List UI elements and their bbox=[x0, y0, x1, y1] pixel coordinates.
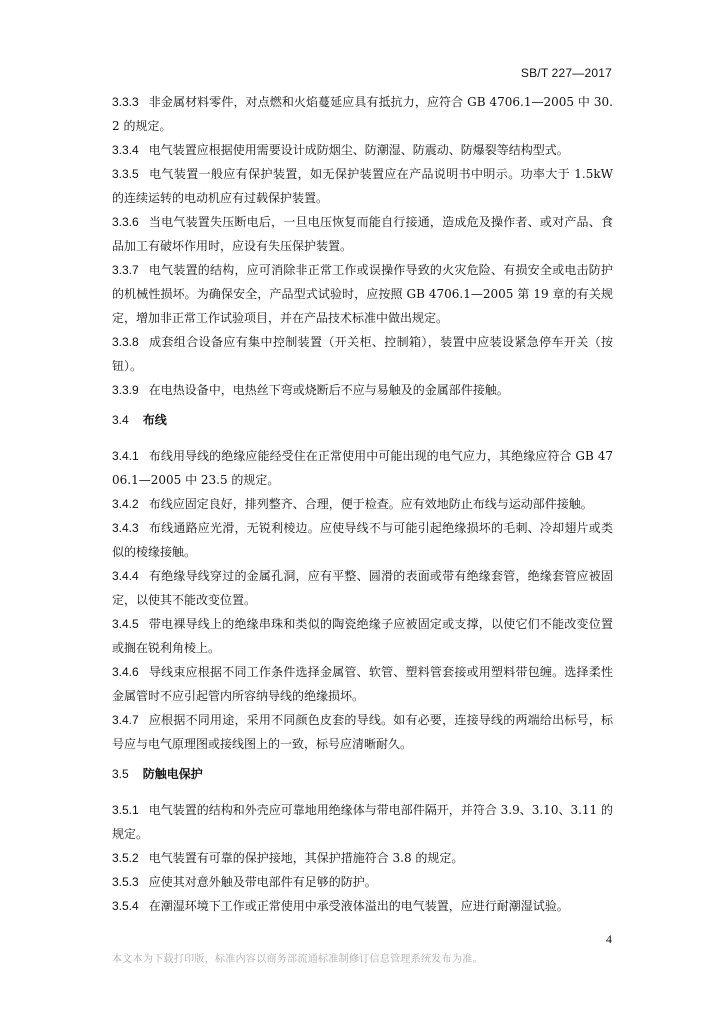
clause-text: 成套组合设备应有集中控制装置（开关柜、控制箱），装置中应装设紧急停车开关（按钮）。 bbox=[112, 335, 613, 373]
clause-text: 电气装置的结构和外壳应可靠地用绝缘体与带电部件隔开，并符合 3.9、3.10、3.11 的规定。 bbox=[112, 803, 613, 841]
clause-number: 3.3.8 bbox=[112, 335, 139, 349]
clause-3-5-4 bbox=[112, 894, 613, 918]
clause-text: 布线通路应光滑，无锐利棱边。应使导线不与可能引起绝缘损坏的毛刺、冷却翅片或类似的棱缘接触。 bbox=[112, 521, 613, 559]
clause-3-3-9 bbox=[112, 378, 613, 402]
section-number: 3.5 bbox=[112, 767, 129, 781]
clause-3-3-3 bbox=[112, 90, 613, 138]
clause-number: 3.4.7 bbox=[112, 713, 139, 727]
download-disclaimer: 本文本为下载打印版，标准内容以商务部流通标准制修订信息管理系统发布为准。 bbox=[112, 954, 483, 965]
clause-3-3-8 bbox=[112, 330, 613, 378]
clause-number: 3.5.1 bbox=[112, 803, 139, 817]
clause-text: 电气装置有可靠的保护接地，其保护措施符合 3.8 的规定。 bbox=[148, 851, 464, 865]
section-heading-3-5 bbox=[112, 762, 613, 786]
clause-3-4-6 bbox=[112, 660, 613, 708]
clause-3-4-3 bbox=[112, 516, 613, 564]
clause-text: 布线用导线的绝缘应能经受住在正常使用中可能出现的电气应力，其绝缘应符合 GB 4706.1—2005 中 23.5 的规定。 bbox=[112, 449, 613, 487]
clause-3-5-3 bbox=[112, 870, 613, 894]
clause-number: 3.3.4 bbox=[112, 143, 139, 157]
clause-3-3-7 bbox=[112, 258, 613, 330]
clause-number: 3.4.5 bbox=[112, 617, 139, 631]
section-title: 防触电保护 bbox=[142, 767, 203, 781]
clause-3-4-1 bbox=[112, 444, 613, 492]
clause-number: 3.4.4 bbox=[112, 569, 139, 583]
clause-3-4-4 bbox=[112, 564, 613, 612]
clause-3-4-7 bbox=[112, 708, 613, 756]
clause-text: 非金属材料零件，对点燃和火焰蔓延应具有抵抗力，应符合 GB 4706.1—2005 中 30.2 的规定。 bbox=[112, 95, 613, 133]
clause-number: 3.3.9 bbox=[112, 383, 139, 397]
clause-number: 3.4.1 bbox=[112, 449, 139, 463]
clause-3-3-6 bbox=[112, 210, 613, 258]
clause-number: 3.5.4 bbox=[112, 899, 139, 913]
clause-text: 有绝缘导线穿过的金属孔洞，应有平整、圆滑的表面或带有绝缘套管，绝缘套管应被固定，以使其不能改变位置。 bbox=[112, 569, 613, 607]
section-title: 布线 bbox=[142, 413, 167, 427]
clause-number: 3.4.2 bbox=[112, 497, 139, 511]
clause-text: 当电气装置失压断电后，一旦电压恢复而能自行接通，造成危及操作者、或对产品、食品加工有破坏作用时，应设有失压保护装置。 bbox=[112, 215, 613, 253]
clause-number: 3.5.3 bbox=[112, 875, 139, 889]
clause-text: 导线束应根据不同工作条件选择金属管、软管、塑料管套接或用塑料带包缠。选择柔性金属管时不应引起管内所容纳导线的绝缘损坏。 bbox=[112, 665, 613, 703]
page-number: 4 bbox=[606, 932, 612, 946]
clause-number: 3.4.6 bbox=[112, 665, 139, 679]
clause-3-3-4 bbox=[112, 138, 613, 162]
document-body bbox=[112, 90, 613, 918]
section-number: 3.4 bbox=[112, 413, 129, 427]
clause-number: 3.4.3 bbox=[112, 521, 139, 535]
clause-text: 应根据不同用途，采用不同颜色皮套的导线。如有必要，连接导线的两端给出标号，标号应与电气原理图或接线图上的一致，标号应清晰耐久。 bbox=[112, 713, 613, 751]
clause-3-5-1 bbox=[112, 798, 613, 846]
clause-text: 在潮湿环境下工作或正常使用中承受液体溢出的电气装置，应进行耐潮湿试验。 bbox=[148, 899, 569, 913]
clause-number: 3.3.7 bbox=[112, 263, 139, 277]
clause-number: 3.3.6 bbox=[112, 215, 139, 229]
clause-text: 电气装置的结构，应可消除非正常工作或误操作导致的火灾危险、有损安全或电击防护的机械性损坏。为确保安全，产品型式试验时，应按照 GB 4706.1—2005 第 19 章的有关规定，增加非正常工作试验项目，并在产品技术标准中做出规定。 bbox=[112, 263, 613, 325]
clause-text: 带电裸导线上的绝缘串珠和类似的陶瓷绝缘子应被固定或支撑，以使它们不能改变位置或搁在锐利角棱上。 bbox=[112, 617, 613, 655]
clause-number: 3.3.5 bbox=[112, 167, 139, 181]
clause-text: 电气装置应根据使用需要设计成防烟尘、防潮湿、防震动、防爆裂等结构型式。 bbox=[148, 143, 569, 157]
section-heading-3-4 bbox=[112, 408, 613, 432]
clause-text: 应使其对意外触及带电部件有足够的防护。 bbox=[148, 875, 377, 889]
clause-3-4-5 bbox=[112, 612, 613, 660]
clause-3-3-5 bbox=[112, 162, 613, 210]
clause-text: 电气装置一般应有保护装置，如无保护装置应在产品说明书中明示。功率大于 1.5kW 的连续运转的电动机应有过载保护装置。 bbox=[112, 167, 613, 205]
clause-text: 布线应固定良好，排列整齐、合理，便于检查。应有效地防止布线与运动部件接触。 bbox=[148, 497, 593, 511]
clause-number: 3.5.2 bbox=[112, 851, 139, 865]
clause-text: 在电热设备中，电热丝下弯或烧断后不应与易触及的金属部件接触。 bbox=[148, 383, 509, 397]
clause-3-5-2 bbox=[112, 846, 613, 870]
clause-3-4-2 bbox=[112, 492, 613, 516]
clause-number: 3.3.3 bbox=[112, 95, 139, 109]
standard-id: SB/T 227—2017 bbox=[520, 66, 612, 80]
